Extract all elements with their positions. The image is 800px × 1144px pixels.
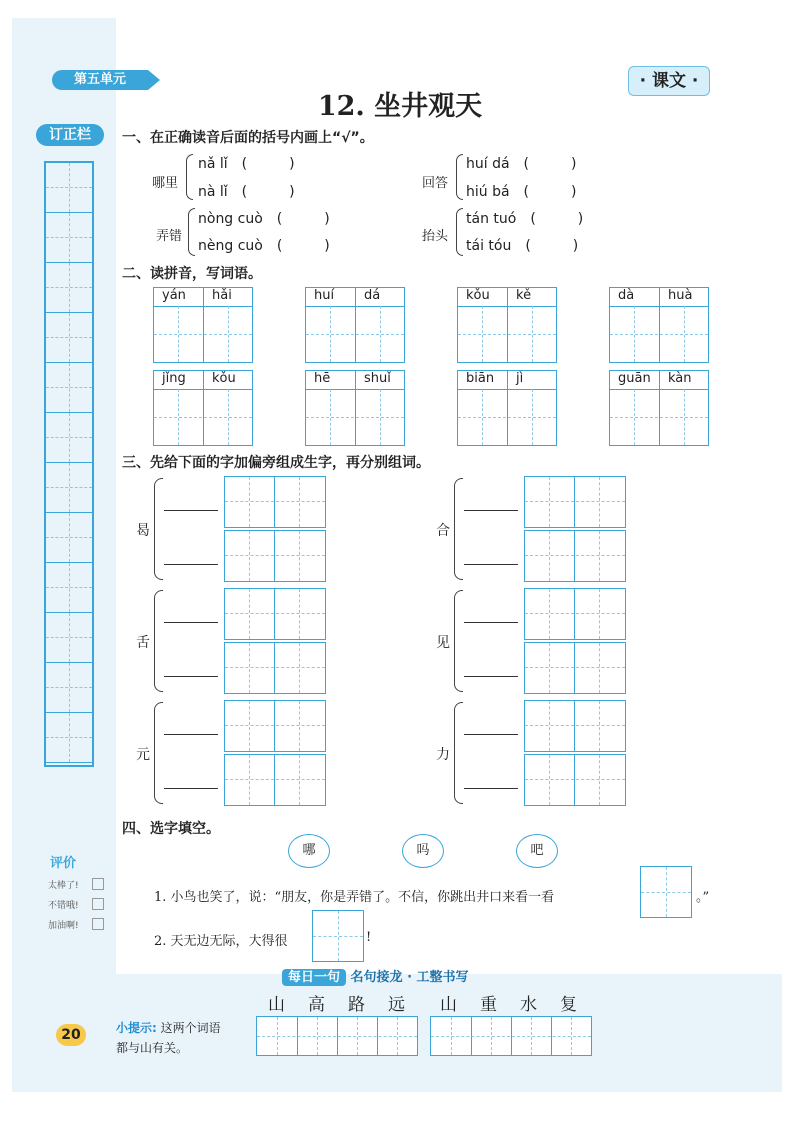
word-writing-grid[interactable]: [224, 588, 326, 640]
radical-blank[interactable]: [464, 676, 518, 677]
daily-sentence-header: [282, 966, 469, 984]
hint-line2: 都与山有关。: [116, 1041, 189, 1055]
pron-option[interactable]: hiú bá ( ): [466, 184, 577, 200]
word-writing-grid[interactable]: [524, 588, 626, 640]
eval-checkbox[interactable]: [92, 918, 104, 930]
word-writing-grid[interactable]: [524, 700, 626, 752]
pinyin-text: huà: [668, 288, 693, 303]
pinyin-text: yán: [162, 288, 186, 303]
word-label: 回答: [422, 176, 449, 191]
correction-cell[interactable]: [46, 213, 92, 263]
pron-option[interactable]: huí dá ( ): [466, 156, 577, 172]
lesson-type-badge: · 课文 ·: [628, 66, 710, 96]
radical-blank[interactable]: [164, 622, 218, 623]
section1-heading: 一、在正确读音后面的括号内画上“√”。: [122, 130, 374, 146]
pinyin-text: dà: [618, 288, 635, 303]
pron-option[interactable]: nòng cuò ( ): [198, 211, 330, 227]
correction-cell[interactable]: [46, 563, 92, 613]
pinyin-text: kǒu: [466, 288, 490, 303]
pinyin-text: jǐng: [162, 371, 186, 386]
brace: [454, 478, 463, 580]
correction-cell[interactable]: [46, 413, 92, 463]
radical-blank[interactable]: [164, 788, 218, 789]
radical-blank[interactable]: [464, 622, 518, 623]
word-writing-grid[interactable]: [524, 476, 626, 528]
base-character: 舌: [136, 635, 150, 651]
section3-heading: 三、先给下面的字加偏旁组成生字，再分别组词。: [122, 455, 430, 471]
pinyin-text: kǒu: [212, 371, 236, 386]
correction-cell[interactable]: [46, 163, 92, 213]
page-number: 20: [56, 1024, 86, 1046]
correction-cell[interactable]: [46, 463, 92, 513]
pinyin-writing-box[interactable]: [153, 287, 253, 363]
word-writing-grid[interactable]: [524, 530, 626, 582]
word-writing-grid[interactable]: [224, 476, 326, 528]
section4-heading: 四、选字填空。: [122, 821, 220, 837]
base-character: 力: [436, 747, 450, 763]
pron-option[interactable]: nǎ lǐ ( ): [198, 156, 295, 172]
answer-box[interactable]: [312, 910, 364, 962]
radical-blank[interactable]: [164, 564, 218, 565]
eval-item: 太棒了!: [48, 881, 79, 891]
word-writing-grid[interactable]: [524, 642, 626, 694]
radical-blank[interactable]: [164, 734, 218, 735]
correction-column-grid[interactable]: [44, 161, 94, 767]
pinyin-text: huí: [314, 288, 335, 303]
pinyin-writing-box[interactable]: [609, 287, 709, 363]
pinyin-text: dá: [364, 288, 381, 303]
word-writing-grid[interactable]: [524, 754, 626, 806]
idiom-character: 路: [348, 995, 365, 1015]
radical-blank[interactable]: [464, 788, 518, 789]
brace: [454, 702, 463, 804]
brace: [454, 590, 463, 692]
correction-cell[interactable]: [46, 263, 92, 313]
word-writing-grid[interactable]: [224, 754, 326, 806]
pinyin-text: shuǐ: [364, 371, 391, 386]
pinyin-text: kàn: [668, 371, 692, 386]
eval-item: 不错哦!: [48, 901, 79, 911]
brace: [456, 208, 463, 256]
base-character: 见: [436, 635, 450, 651]
word-label: 抬头: [422, 229, 449, 244]
pinyin-writing-box[interactable]: [457, 370, 557, 446]
idiom-character: 复: [560, 995, 577, 1015]
idiom-character: 水: [520, 995, 537, 1015]
pinyin-writing-box[interactable]: [457, 287, 557, 363]
idiom-writing-grid[interactable]: [256, 1016, 418, 1056]
daily-text: 名句接龙 · 工整书写: [350, 970, 469, 985]
pinyin-text: kě: [516, 288, 532, 303]
choice-apple: 哪: [288, 834, 330, 868]
brace: [154, 702, 163, 804]
brace: [456, 154, 463, 200]
pinyin-text: jì: [516, 371, 524, 386]
idiom-writing-grid[interactable]: [430, 1016, 592, 1056]
correction-cell[interactable]: [46, 313, 92, 363]
section2-heading: 二、读拼音，写词语。: [122, 266, 262, 282]
idiom-character: 山: [268, 995, 285, 1015]
idiom-character: 高: [308, 995, 325, 1015]
pinyin-writing-box[interactable]: [153, 370, 253, 446]
sentence-1-after: 。”: [696, 890, 710, 905]
radical-blank[interactable]: [164, 510, 218, 511]
brace: [186, 154, 193, 200]
base-character: 元: [136, 747, 150, 763]
correction-cell[interactable]: [46, 663, 92, 713]
brace: [188, 208, 195, 256]
word-label: 哪里: [152, 176, 179, 191]
sentence-1-before: 1. 小鸟也笑了，说：“朋友，你是弄错了。不信，你跳出井口来看一看: [154, 890, 555, 905]
hint-line1: 这两个词语: [160, 1021, 221, 1035]
correction-cell[interactable]: [46, 713, 92, 763]
sentence-2-after: !: [366, 930, 372, 945]
idiom-character: 山: [440, 995, 457, 1015]
word-writing-grid[interactable]: [224, 530, 326, 582]
pinyin-text: biān: [466, 371, 495, 386]
eval-checkbox[interactable]: [92, 878, 104, 890]
pinyin-writing-box[interactable]: [305, 370, 405, 446]
radical-blank[interactable]: [464, 510, 518, 511]
word-writing-grid[interactable]: [224, 642, 326, 694]
eval-item: 加油啊!: [48, 921, 79, 931]
answer-box[interactable]: [640, 866, 692, 918]
idiom-character: 远: [388, 995, 405, 1015]
pron-option[interactable]: nà lǐ ( ): [198, 184, 295, 200]
correction-cell[interactable]: [46, 613, 92, 663]
choice-apple: 吗: [402, 834, 444, 868]
brace: [154, 590, 163, 692]
radical-blank[interactable]: [464, 564, 518, 565]
brace: [154, 478, 163, 580]
hint: [116, 1018, 221, 1058]
radical-blank[interactable]: [464, 734, 518, 735]
hint-label: 小提示:: [116, 1021, 157, 1035]
sentence-2-before: 2. 天无边无际，大得很: [154, 934, 288, 949]
base-character: 合: [436, 523, 450, 539]
pron-option[interactable]: tái tóu ( ): [466, 238, 579, 254]
unit-tag: 第五单元: [52, 70, 148, 90]
daily-tag: 每日一句: [282, 969, 346, 986]
eval-checkbox[interactable]: [92, 898, 104, 910]
idiom-character: 重: [480, 995, 497, 1015]
correction-cell[interactable]: [46, 513, 92, 563]
word-label: 弄错: [156, 229, 183, 244]
pinyin-text: hē: [314, 371, 331, 386]
pinyin-writing-box[interactable]: [609, 370, 709, 446]
pinyin-text: hǎi: [212, 288, 232, 303]
pron-option[interactable]: tán tuó ( ): [466, 211, 584, 227]
evaluation-title: 评价: [50, 856, 77, 871]
page-title: 12. 坐井观天: [317, 91, 483, 122]
radical-blank[interactable]: [164, 676, 218, 677]
choice-apple: 吧: [516, 834, 558, 868]
correction-cell[interactable]: [46, 363, 92, 413]
pron-option[interactable]: nèng cuò ( ): [198, 238, 330, 254]
pinyin-text: guān: [618, 371, 651, 386]
base-character: 曷: [136, 523, 150, 539]
pinyin-writing-box[interactable]: [305, 287, 405, 363]
correction-column-title: 订正栏: [36, 124, 104, 146]
word-writing-grid[interactable]: [224, 700, 326, 752]
